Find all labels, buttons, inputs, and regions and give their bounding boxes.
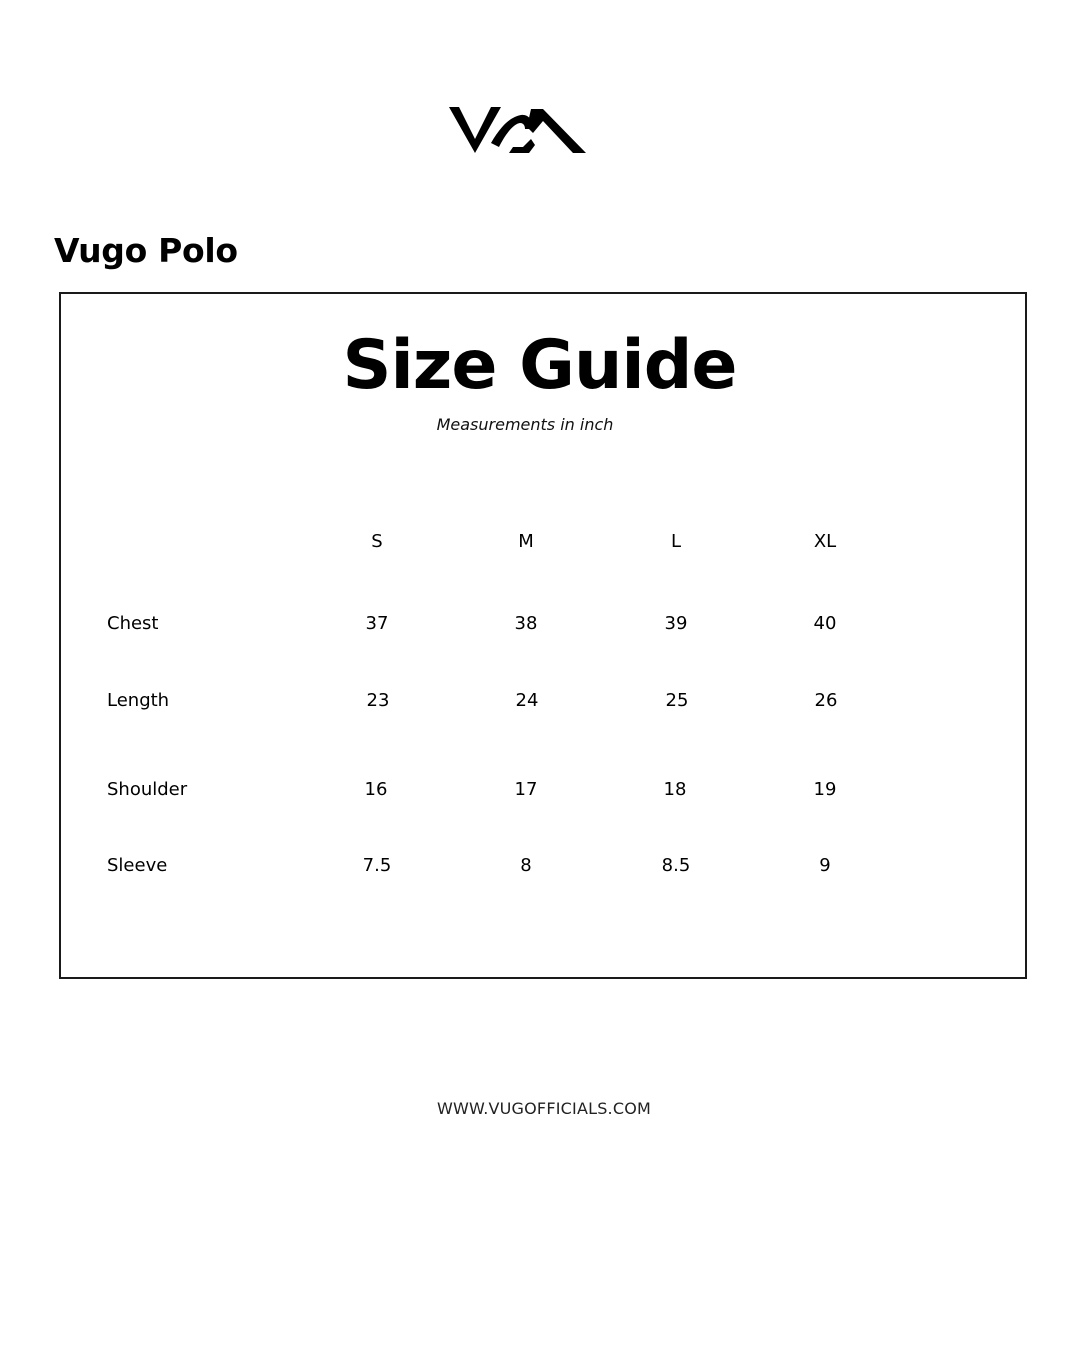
- size-header-m: M: [518, 531, 534, 552]
- row-label-chest: Chest: [107, 613, 159, 634]
- chest-xl-value: 40: [813, 613, 837, 634]
- shoulder-s-value: 16: [364, 779, 388, 800]
- vugo-logo-icon: [447, 103, 587, 155]
- product-title: Vugo Polo: [54, 231, 238, 270]
- chest-l-value: 39: [664, 613, 688, 634]
- measurement-unit-note: Measurements in inch: [436, 415, 614, 434]
- sleeve-xl-value: 9: [819, 855, 831, 876]
- size-header-l: L: [670, 531, 682, 552]
- chest-m-value: 38: [514, 613, 538, 634]
- shoulder-xl-value: 19: [813, 779, 837, 800]
- sleeve-l-value: 8.5: [661, 855, 691, 876]
- sleeve-m-value: 8: [520, 855, 532, 876]
- row-label-shoulder: Shoulder: [107, 779, 188, 800]
- size-header-s: S: [371, 531, 383, 552]
- website-url: WWW.VUGOFFICIALS.COM: [436, 1099, 652, 1118]
- shoulder-l-value: 18: [663, 779, 687, 800]
- row-label-sleeve: Sleeve: [107, 855, 168, 876]
- sleeve-s-value: 7.5: [362, 855, 392, 876]
- size-header-xl: XL: [813, 531, 837, 552]
- chest-s-value: 37: [365, 613, 389, 634]
- length-m-value: 24: [515, 690, 539, 711]
- row-label-length: Length: [107, 690, 170, 711]
- size-guide-title: Size Guide: [342, 326, 737, 405]
- shoulder-m-value: 17: [514, 779, 538, 800]
- length-l-value: 25: [665, 690, 689, 711]
- length-xl-value: 26: [814, 690, 838, 711]
- length-s-value: 23: [366, 690, 390, 711]
